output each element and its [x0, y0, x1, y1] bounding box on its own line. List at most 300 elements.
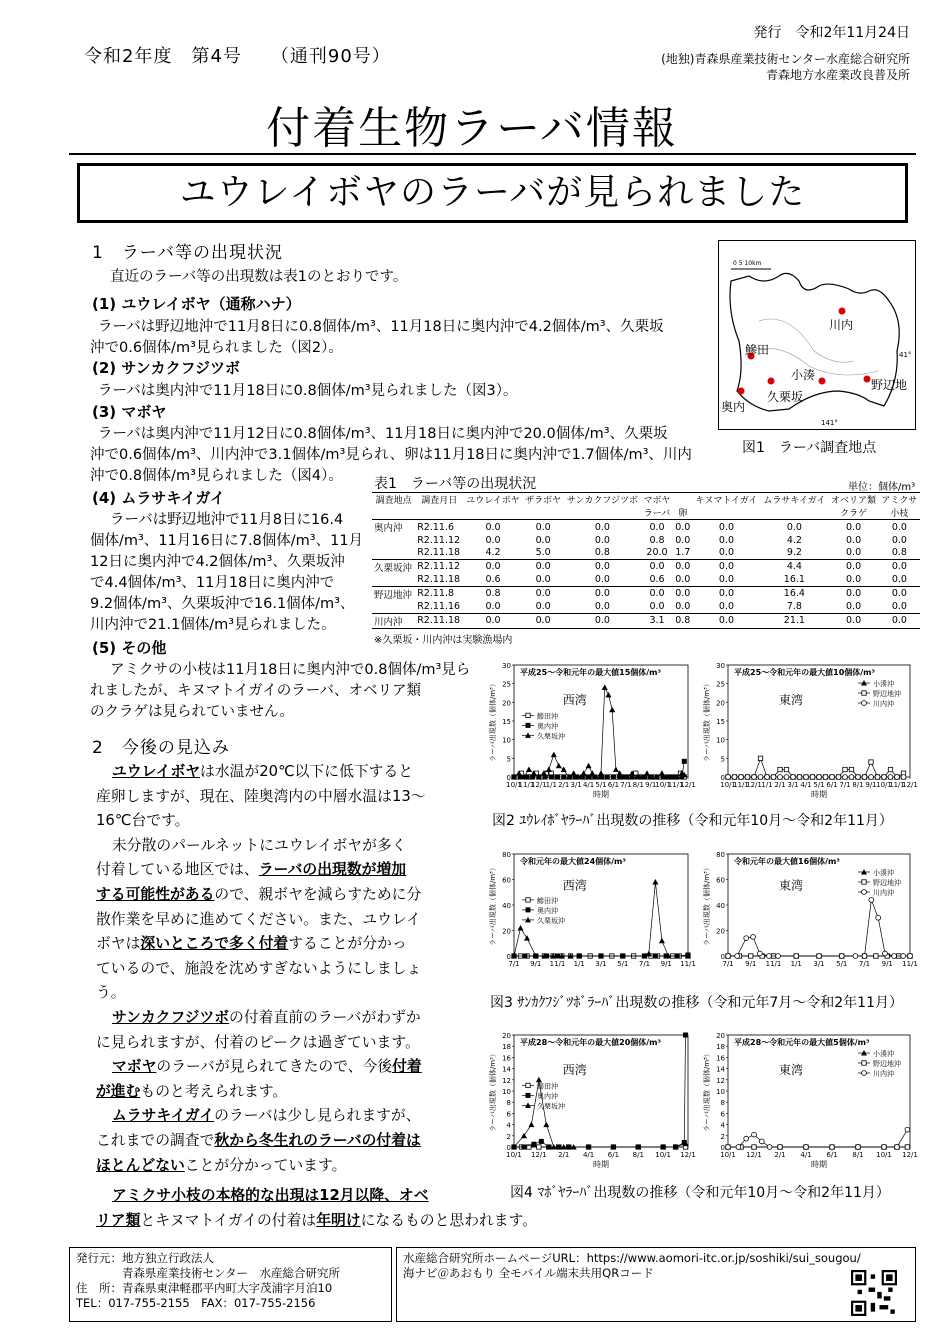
data-point: [735, 954, 740, 959]
y-tick-label: 15: [502, 718, 511, 726]
cell-value: 0.0: [828, 613, 878, 628]
sub-heading-murasaki: (4) ムラサキイガイ: [92, 489, 225, 507]
y-tick-label: 20: [716, 699, 725, 708]
y-tick-label: 18: [716, 1043, 725, 1052]
data-point: [598, 770, 604, 776]
cell-value: 0.0: [891, 534, 907, 546]
data-point: [765, 775, 770, 780]
data-point: [752, 1132, 757, 1137]
cell-value: 0.8: [891, 547, 907, 558]
x-tick-label: 8/1: [632, 781, 644, 789]
x-tick-label: 4/1: [800, 781, 812, 789]
y-tick-label: 12: [502, 1076, 511, 1085]
x-tick-label: 12/1: [680, 781, 696, 789]
text: ボヤは: [96, 935, 141, 953]
y-tick-label: 20: [716, 1032, 725, 1040]
text-line: で4.4個体/m³、11月18日に奥内沖で: [90, 575, 335, 591]
y-tick-label: 12: [716, 1076, 725, 1085]
cell-value: 0.0: [718, 534, 735, 546]
y-tick-label: 20: [502, 1032, 511, 1040]
issue-number: 令和2年度 第4号 （通刊90号）: [84, 46, 391, 67]
column-header: ユウレイボヤ: [463, 493, 522, 507]
legend-label: 奥内沖: [537, 1092, 558, 1101]
cell-value: 0.0: [879, 559, 920, 574]
cell-value: 0.0: [675, 601, 691, 612]
y-tick-label: 16: [502, 1054, 511, 1063]
chart-fig2-west: [486, 657, 696, 805]
data-point: [605, 775, 610, 780]
label-ajigasawa: 鰺田: [745, 343, 770, 357]
data-point: [882, 1145, 887, 1150]
x-tick-label: 6/1: [607, 1151, 620, 1159]
y-tick-label: 0: [720, 1144, 725, 1152]
y-axis-label: ラーバ出現数（個体/m³）: [703, 680, 711, 762]
data-point: [888, 775, 893, 780]
cell-value: 4.4: [760, 559, 828, 574]
label-kawauchi: 川内: [829, 318, 854, 332]
label-okunai: 奥内: [721, 400, 746, 414]
footer-line: TEL：017-755-2155 FAX：017-755-2156: [76, 1296, 316, 1310]
bay-area-label: 西湾: [562, 1063, 587, 1078]
legend-label: 野辺地沖: [873, 1060, 901, 1068]
y-tick-label: 0: [506, 1144, 511, 1152]
data-point: [589, 770, 595, 776]
cell-value: 0.8: [594, 547, 610, 558]
cell-value: 0.6: [649, 574, 665, 585]
data-point: [817, 775, 822, 780]
y-tick-label: 0: [720, 774, 725, 782]
data-point: [778, 1145, 783, 1150]
column-header: 調査地点: [372, 493, 415, 507]
legend-label: 鰺田沖: [537, 896, 558, 905]
cell-value: 0.0: [535, 601, 551, 612]
x-tick-label: 9/1: [530, 960, 542, 968]
y-tick-label: 80: [502, 851, 511, 859]
cell-value: 0.0: [641, 559, 673, 574]
column-header: マボヤ: [641, 493, 673, 507]
y-tick-label: 10: [716, 1088, 725, 1096]
page-title: 付着生物ラーバ情報: [266, 103, 678, 154]
data-point: [646, 950, 652, 956]
plot-frame: [514, 665, 688, 777]
y-tick-label: 14: [716, 1065, 725, 1074]
column-header: キヌマトイガイ: [693, 493, 761, 507]
cell-value: 0.0: [718, 601, 735, 612]
y-tick-label: 8: [720, 1099, 725, 1108]
table-row: [372, 574, 920, 587]
x-tick-label: 7/1: [858, 960, 871, 968]
column-header: [673, 493, 693, 507]
cell-value: 0.0: [673, 559, 693, 574]
cell-site: [372, 574, 415, 587]
x-tick-label: 6/1: [607, 781, 620, 789]
cell-value: 0.0: [675, 574, 691, 585]
legend-marker: [526, 907, 531, 912]
data-point: [571, 770, 577, 776]
emph: サンカクフジツボ: [112, 1008, 230, 1026]
column-subheader: [693, 506, 761, 520]
y-tick-label: 60: [716, 876, 725, 885]
publisher-org: (地独)青森県産業技術センター水産総合研究所: [661, 52, 910, 66]
x-tick-label: 12/1: [746, 781, 762, 789]
x-tick-label: 7/1: [508, 960, 520, 968]
text: になるものと思われます。: [360, 1211, 537, 1229]
cell-value: 0.0: [846, 534, 862, 546]
data-point: [836, 775, 841, 780]
cell-value: 0.0: [693, 586, 761, 601]
y-tick-label: 25: [716, 680, 725, 689]
legend-marker: [526, 723, 531, 728]
sub-heading-sankaku: (2) サンカクフジツボ: [92, 359, 241, 377]
footer-publisher: [69, 1247, 392, 1322]
y-tick-label: 20: [716, 927, 725, 936]
bay-area-label: 西湾: [562, 693, 587, 708]
y-tick-label: 60: [502, 876, 511, 885]
title-divider: [69, 153, 916, 155]
legend-marker: [862, 691, 866, 695]
cell-site: 久栗坂沖: [372, 559, 415, 574]
x-tick-label: 1/1: [761, 781, 773, 789]
table-header-row: [372, 506, 920, 520]
data-point: [849, 767, 853, 771]
data-point: [531, 1142, 536, 1147]
data-point: [726, 954, 731, 959]
text: これまでの調査で: [96, 1131, 215, 1149]
text: 散作業を早めに進めてください。また、ユウレイ: [96, 910, 421, 928]
data-point: [744, 1136, 749, 1141]
headline-box: ユウレイボヤのラーバが見られました: [77, 163, 908, 223]
x-tick-label: 5/1: [595, 781, 607, 789]
emph: 年明け: [316, 1211, 361, 1229]
x-tick-label: 9/1: [745, 960, 757, 968]
chart-title: 令和元年の最大値24個体/m³: [520, 857, 626, 866]
legend-label: 野辺地沖: [873, 690, 901, 698]
x-tick-label: 5/1: [617, 960, 629, 968]
y-tick-label: 20: [502, 927, 511, 936]
chart-fig4-west: [486, 1027, 696, 1175]
scale-label: 0 5 10km: [733, 260, 762, 267]
data-point: [518, 925, 524, 931]
cell-value: 0.0: [828, 520, 878, 535]
data-point: [856, 1145, 861, 1150]
column-header: オベリア類: [828, 493, 878, 507]
y-axis-label: ラーバ出現数（個体/m³）: [489, 680, 497, 762]
cell-value: 0.0: [673, 520, 693, 535]
section-2-body: [96, 760, 486, 1178]
cell-value: 20.0: [646, 547, 668, 558]
data-point: [794, 954, 799, 959]
data-point: [810, 775, 815, 780]
publisher-org-2: 青森地方水産業改良普及所: [765, 68, 910, 82]
text: う。: [96, 984, 126, 1002]
data-point: [683, 1033, 688, 1038]
data-point: [752, 1145, 756, 1149]
legend-label: 川内沖: [873, 1070, 894, 1078]
emph: 秋から冬生れのラーバの付着は: [214, 1131, 421, 1149]
cell-value: 0.0: [485, 601, 501, 612]
cell-date: R2.11.18: [417, 574, 461, 585]
y-tick-label: 5: [506, 755, 511, 764]
column-subheader: [564, 506, 641, 520]
column-subheader: [415, 506, 463, 520]
table-unit: 単位：個体/m³: [848, 482, 916, 493]
emph: ユウレイボヤ: [112, 763, 201, 780]
data-point: [804, 775, 809, 780]
qr-caption: 海ナビ＠あおもり 全モバイル端末共用QRコード: [403, 1266, 654, 1280]
data-point: [652, 879, 658, 885]
text: は水温が20℃以下に低下すると: [200, 763, 414, 780]
data-point: [581, 770, 587, 776]
chart-fig4-east: [700, 1027, 918, 1175]
cell-value: 0.8: [463, 586, 522, 601]
x-tick-label: 8/1: [632, 1151, 644, 1159]
data-point: [739, 775, 744, 780]
legend-marker: [862, 1061, 866, 1065]
text-line: 12日に奥内沖で4.2個体/m³、久栗坂沖: [90, 554, 345, 570]
larvae-table: [372, 492, 920, 629]
label-kominato: 小湊: [791, 368, 816, 382]
x-tick-label: 11/1: [518, 781, 535, 789]
y-tick-label: 4: [720, 1121, 725, 1130]
data-point: [745, 775, 750, 780]
label-lat: 41°: [899, 351, 912, 359]
cell-value: 16.4: [760, 586, 828, 601]
legend-marker: [862, 890, 867, 895]
data-point: [758, 756, 762, 760]
cell-site: [372, 601, 415, 614]
data-point: [905, 1127, 910, 1132]
cell-value: 0.0: [641, 586, 673, 601]
label-lon: 141°: [821, 419, 838, 427]
site-kominato: [819, 378, 826, 385]
cell-value: 0.0: [463, 520, 522, 535]
cell-value: 0.8: [673, 613, 693, 628]
text-line: れましたが、キヌマトイガイのラーバ、オベリア類: [90, 683, 422, 699]
data-point: [784, 775, 789, 780]
data-point: [543, 1122, 549, 1128]
data-point: [778, 767, 782, 771]
data-point: [526, 767, 532, 773]
y-tick-label: 6: [720, 1110, 725, 1119]
data-point: [901, 954, 906, 959]
section-1-intro: 直近のラーバ等の出現数は表1のとおりです。: [110, 269, 408, 285]
bay-area-label: 東湾: [778, 1063, 803, 1078]
series-line: [728, 900, 910, 956]
text-line: 9.2個体/m³、久栗坂沖で16.1個体/m³、: [90, 596, 355, 612]
cell-value: 0.0: [523, 613, 564, 628]
x-tick-label: 10/1: [506, 1151, 522, 1159]
cell-date: R2.11.6: [415, 520, 463, 535]
column-header: ムラサキイガイ: [760, 493, 828, 507]
figure-1-caption: 図1 ラーバ調査地点: [742, 440, 877, 456]
data-point: [556, 763, 562, 769]
column-header: 調査月日: [415, 493, 463, 507]
x-tick-label: 10/1: [720, 1151, 736, 1159]
data-point: [549, 775, 554, 780]
column-header: アミクサ: [879, 493, 920, 507]
series-line: [514, 1035, 686, 1147]
x-tick-label: 8/1: [852, 781, 864, 789]
cell-value: 0.0: [828, 586, 878, 601]
x-tick-label: 6/1: [826, 1151, 838, 1159]
text-line: 沖で0.6個体/m³見られました（図2）。: [90, 340, 343, 356]
x-tick-label: 9/1: [660, 960, 672, 968]
data-point: [682, 759, 687, 764]
legend-label: 鰺田沖: [537, 712, 558, 721]
y-tick-label: 10: [502, 736, 511, 745]
y-axis-label: ラーバ出現数（個体/m³）: [489, 1050, 497, 1132]
data-point: [528, 1122, 534, 1128]
footer-line: 発行元：地方独立行政法人: [76, 1251, 214, 1265]
table-row: [372, 613, 920, 628]
emph: リア類: [96, 1211, 141, 1229]
data-point: [843, 775, 848, 780]
data-point: [791, 775, 796, 780]
data-point: [758, 775, 763, 780]
x-tick-label: 11/1: [680, 960, 696, 968]
legend-label: 小湊沖: [873, 680, 894, 688]
data-point: [555, 775, 560, 780]
figure-3-caption: 図3 ｻﾝｶｸﾌｼﾞﾂﾎﾞﾗｰﾊﾞ出現数の推移（令和元年7月～令和2年11月）: [490, 995, 903, 1011]
x-tick-label: 3/1: [813, 960, 825, 968]
data-point: [856, 775, 861, 780]
legend-label: 久栗坂沖: [537, 1102, 565, 1111]
qr-code-icon[interactable]: [851, 1270, 897, 1316]
x-tick-label: 12/1: [680, 1151, 696, 1159]
cell-value: 0.0: [485, 534, 501, 546]
cell-site: 野辺地沖: [372, 586, 415, 601]
column-subheader: [372, 506, 415, 520]
issue-date: 発行 令和2年11月24日: [753, 25, 910, 41]
data-point: [521, 1145, 526, 1150]
column-subheader: [523, 506, 564, 520]
chart-title: 平成25～令和元年の最大値10個体/m³: [734, 668, 876, 677]
cell-value: 0.0: [693, 559, 761, 574]
cell-date: R2.11.18: [415, 613, 463, 628]
cell-value: 9.2: [786, 547, 802, 558]
table-title: 表1 ラーバ等の出現状況: [374, 476, 537, 492]
chart-fig3-west: [486, 846, 696, 974]
column-subheader: ラーバ: [641, 506, 673, 520]
emph: ラーバの出現数が増加: [258, 861, 407, 879]
data-point: [843, 767, 847, 771]
cell-value: 0.0: [846, 574, 862, 585]
cell-value: 0.0: [693, 520, 761, 535]
plot-frame: [514, 1035, 688, 1147]
y-tick-label: 2: [506, 1132, 511, 1141]
data-point: [521, 1133, 527, 1139]
emph: ムラサキイガイ: [112, 1107, 215, 1125]
data-point: [895, 775, 900, 780]
cell-site: [372, 534, 415, 547]
cell-date: R2.11.16: [417, 601, 461, 612]
cell-value: 0.0: [594, 574, 610, 585]
table-note: ※久栗坂・川内沖は実験漁場内: [374, 635, 513, 646]
legend-label: 小湊沖: [873, 1050, 894, 1058]
series-line: [728, 758, 904, 777]
footer-line: 青森県産業技術センター 水産総合研究所: [76, 1266, 341, 1280]
legend-label: 久栗坂沖: [537, 732, 565, 741]
table-row: [372, 534, 920, 547]
data-point: [817, 954, 822, 959]
data-point: [882, 775, 887, 780]
cell-value: 0.0: [673, 586, 693, 601]
cell-value: 0.0: [675, 534, 691, 546]
x-tick-label: 9/1: [645, 781, 657, 789]
y-tick-label: 16: [716, 1054, 725, 1063]
x-tick-label: 5/1: [813, 781, 825, 789]
cell-value: 0.0: [718, 547, 735, 558]
data-point: [767, 1145, 772, 1150]
column-subheader: クラゲ: [828, 506, 878, 520]
data-point: [776, 954, 781, 959]
y-tick-label: 4: [506, 1121, 511, 1130]
data-point: [751, 934, 756, 939]
site-kuriyasaka: [768, 378, 775, 385]
text: に見られますが、付着のピークは過ぎています。: [96, 1033, 420, 1051]
data-point: [524, 935, 530, 941]
text: ものと考えられます。: [140, 1082, 288, 1100]
x-tick-label: 10/1: [506, 781, 522, 789]
cell-value: 0.0: [463, 559, 522, 574]
data-point: [853, 954, 858, 959]
x-tick-label: 11/1: [549, 960, 566, 968]
cell-value: 0.0: [891, 574, 907, 585]
section-2-heading: 2 今後の見込み: [92, 738, 230, 758]
x-tick-label: 12/1: [746, 1151, 762, 1159]
cell-value: 0.0: [879, 613, 920, 628]
text: 16℃台です。: [96, 812, 190, 830]
legend-label: 野辺地沖: [873, 879, 901, 887]
column-subheader: 卵: [673, 506, 693, 520]
site-noheji: [864, 376, 871, 383]
text-line: アミクサの小枝は11月18日に奥内沖で0.8個体/m³見ら: [110, 662, 471, 678]
cell-value: 0.0: [594, 534, 610, 546]
text-line: 個体/m³、11月16日に7.8個体/m³、11月: [90, 533, 364, 549]
column-header: サンカクフジツボ: [564, 493, 641, 507]
site-kawauchi: [839, 308, 846, 315]
data-point: [522, 954, 527, 959]
y-axis-label: ラーバ出現数（個体/m³）: [703, 1050, 711, 1132]
text: 付着している地区では、: [96, 861, 259, 879]
data-point: [602, 684, 608, 690]
legend-marker: [526, 1093, 531, 1098]
x-tick-label: 9/1: [865, 781, 877, 789]
text: とキヌマトイガイの付着は: [140, 1211, 317, 1229]
text-line: のクラゲは見られていません。: [90, 704, 294, 720]
cell-site: 川内沖: [372, 613, 415, 628]
cell-value: 0.0: [760, 520, 828, 535]
chart-fig2-east: [700, 657, 918, 805]
text-line: ラーバは野辺地沖で11月8日に16.4: [110, 512, 344, 528]
table-row: [372, 586, 920, 601]
cell-value: 0.8: [649, 534, 665, 546]
emph: が進む: [96, 1082, 141, 1100]
cell-value: 0.0: [879, 520, 920, 535]
text: ているので、施設を沈めすぎないようにしましょ: [96, 959, 422, 977]
cell-value: 0.0: [641, 520, 673, 535]
legend-marker: [862, 701, 867, 706]
homepage-url[interactable]: 水産総合研究所ホームページURL：https://www.aomori-itc.or.jp/soshiki/sui_sougou/: [403, 1251, 861, 1265]
text: のラーバが見られてきたので、今後: [156, 1058, 393, 1076]
data-point: [869, 775, 874, 780]
data-point: [757, 951, 762, 956]
cell-date: R2.11.12: [415, 559, 463, 574]
site-okunai: [738, 388, 745, 395]
legend-label: 鰺田沖: [537, 1082, 558, 1091]
legend-marker: [526, 713, 530, 717]
text-line: ラーバは奥内沖で11月18日に0.8個体/m³見られました（図3）。: [98, 383, 518, 399]
